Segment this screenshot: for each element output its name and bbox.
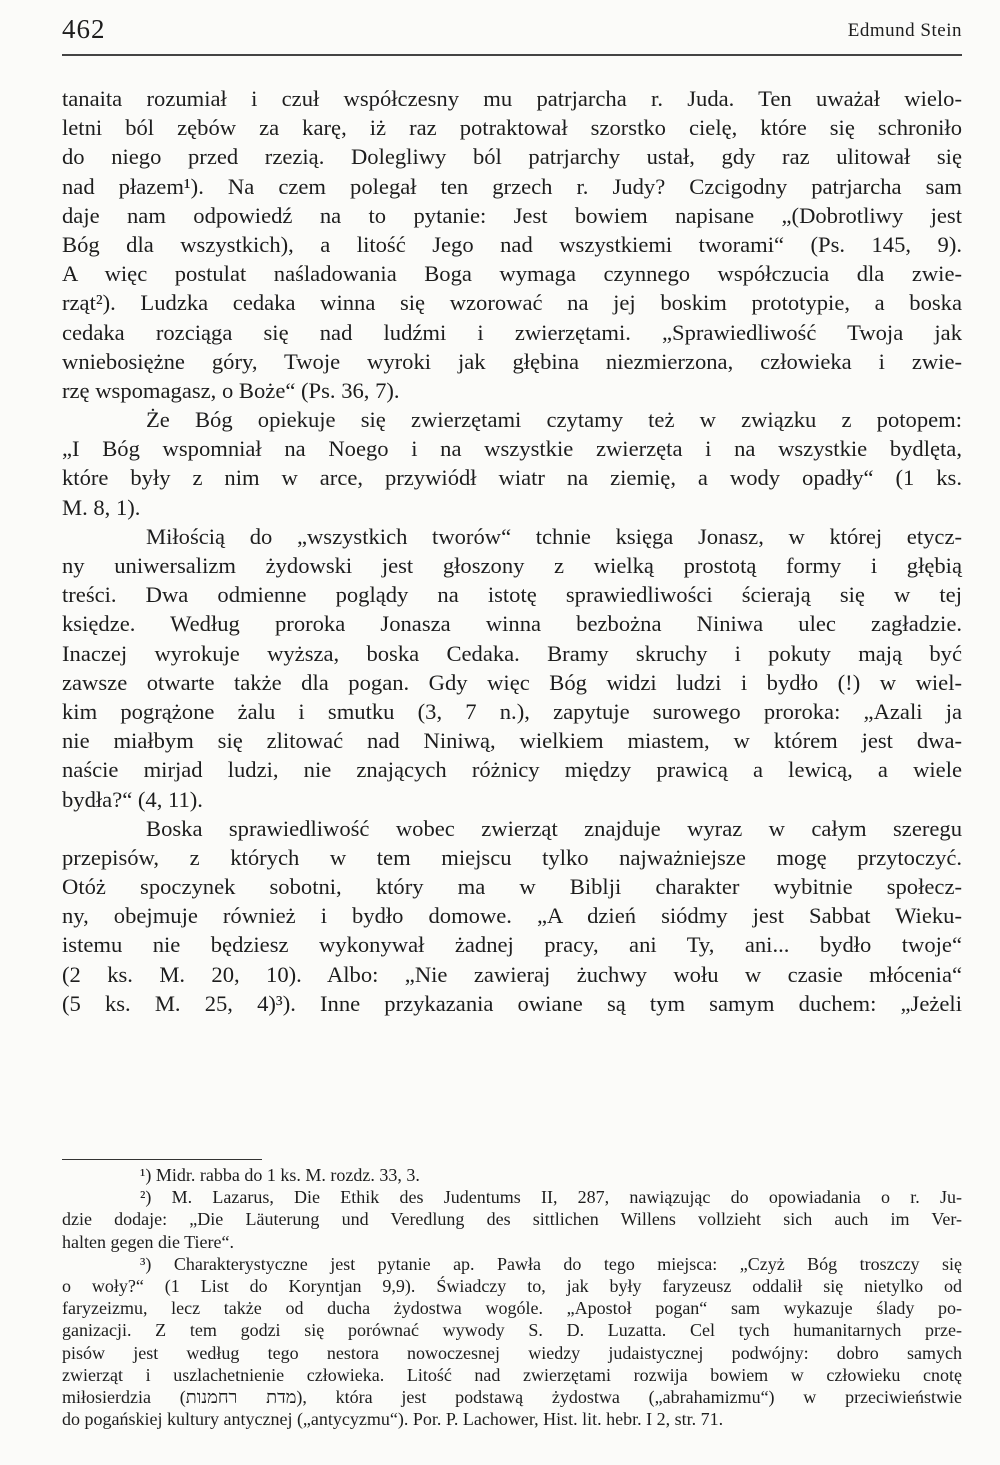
body-line: naście mirjad ludzi, nie znających różnicy między prawicą a lewicą, a wiele — [62, 757, 962, 783]
footnote-line: zwierząt i uszlachetnienie człowieka. Litość nad zwierzętami rozwija bowiem w człowieku cnotę — [62, 1364, 962, 1385]
body-line: Boska sprawiedliwość wobec zwierząt znajduje wyraz w całym szeregu — [146, 815, 962, 841]
body-line: zawsze otwarte także dla pogan. Gdy więc Bóg widzi ludzi i bydło (!) w wiel- — [62, 669, 962, 695]
footnotes — [62, 1164, 962, 1430]
footnote-rule — [62, 1159, 262, 1160]
body-line: nie miałbym się zlitować nad Niniwą, wielkiem miastem, w którem jest dwa- — [62, 728, 962, 754]
body-line: A więc postulat naśladowania Boga wymaga czynnego współczucia dla zwie- — [62, 261, 962, 287]
footnote-line: dzie dodaje: „Die Läuterung und Veredlung des sittlichen Willens vollzieht sich auch im Ver- — [62, 1209, 962, 1230]
footnote-line: pisów jest według tego nestora nowoczesnej wiedzy judaistycznej podwójny: dobro samych — [62, 1342, 962, 1363]
running-head: Edmund Stein — [847, 20, 962, 41]
body-line: które były z nim w arce, przywiódł wiatr na ziemię, a wody opadły“ (1 ks. — [62, 465, 962, 491]
body-line: treści. Dwa odmienne poglądy na istotę sprawiedliwości ścierają się w tej — [62, 582, 962, 608]
body-line: M. 8, 1). — [62, 494, 141, 520]
body-line: kim pogrążone żalu i smutku (3, 7 n.), zapytuje surowego proroka: „Azali ja — [62, 698, 962, 724]
footnote-line: o woły?“ (1 List do Koryntjan 9,9). Świadczy to, jak były faryzeusz oddalił się nietylko od — [62, 1275, 962, 1296]
body-line: Że Bóg opiekuje się zwierzętami czytamy też w związku z potopem: — [146, 407, 962, 433]
body-line: Otóż spoczynek sobotni, który ma w Biblji charakter wybitnie społecz- — [62, 874, 962, 900]
footnote-line: miłosierdzia (מדת רחמנות), która jest podstawą żydostwa („abrahamizmu“) w przeciwieństwie — [62, 1386, 963, 1407]
footnote-line: do pogańskiej kultury antycznej („antycyzmu“). Por. P. Lachower, Hist. lit. hebr. I 2, str. 71. — [62, 1409, 724, 1430]
body-line: ny, obejmuje również i bydło domowe. „A dzień siódmy jest Sabbat Wieku- — [62, 903, 962, 929]
body-line: tanaita rozumiał i czuł współczesny mu patrjarcha r. Juda. Ten uważał wielo- — [62, 86, 962, 111]
page-number: 462 — [62, 14, 106, 44]
body-line: cedaka rozciąga się nad ludźmi i zwierzętami. „Sprawiedliwość Twoja jak — [62, 319, 962, 345]
body-line: (2 ks. M. 20, 10). Albo: „Nie zawieraj żuchwy wołu w czasie młócenia“ — [62, 961, 962, 987]
footnote-line: faryzeizmu, lecz także od ducha żydostwa wogóle. „Apostoł pogan“ sam wykazuje ślady po- — [62, 1298, 962, 1319]
body-line: rzę wspomagasz, o Boże“ (Ps. 36, 7). — [62, 377, 400, 403]
header-rule — [62, 54, 962, 56]
body-line: bydła?“ (4, 11). — [62, 786, 203, 812]
body-line: wniebosiężne góry, Twoje wyroki jak głębina niezmierzona, człowieka i zwie- — [62, 348, 962, 374]
body-line: Inaczej wyrokuje wyższa, boska Cedaka. Bramy skruchy i pokuty mają być — [62, 640, 962, 666]
body-line: (5 ks. M. 25, 4)³). Inne przykazania owiane są tym samym duchem: „Jeżeli — [62, 990, 962, 1016]
footnote-line: ²) M. Lazarus, Die Ethik des Judentums II, 287, nawiązując do opowiadania o r. Ju- — [140, 1187, 962, 1208]
body-line: ny uniwersalizm żydowski jest głoszony z wielką prostotą formy i głębią — [62, 553, 962, 578]
body-line: istemu nie będziesz wykonywał żadnej pracy, ani Ty, ani... bydło twoje“ — [62, 932, 962, 958]
page-header — [62, 14, 962, 54]
body-line: nad płazem¹). Na czem polegał ten grzech r. Judy? Czcigodny patrjarcha sam — [62, 173, 962, 199]
body-line: księdze. Według proroka Jonasza winna bezbożna Niniwa ulec zagładzie. — [62, 611, 962, 637]
footnote-line: halten gegen die Tiere“. — [62, 1231, 234, 1252]
footnote-line: ¹) Midr. rabba do 1 ks. M. rozdz. 33, 3. — [140, 1165, 420, 1185]
footnote-line: ³) Charakterystyczne jest pytanie ap. Pawła do tego miejsca: „Czyż Bóg troszczy się — [140, 1253, 962, 1274]
body-line: rząt²). Ludzka cedaka winna się wzorować na jej boskim prototypie, a boska — [62, 290, 962, 316]
body-line: przepisów, z których w tem miejscu tylko najważniejsze mogę przytoczyć. — [62, 844, 962, 870]
body-line: Bóg dla wszystkich), a litość Jego nad wszystkiemi tworami“ (Ps. 145, 9). — [62, 231, 962, 257]
body-line: Miłością do „wszystkich tworów“ tchnie księga Jonasz, w której etycz- — [146, 523, 962, 549]
body-line: do niego przed rzezią. Dolegliwy ból patrjarchy ustał, gdy raz ulitował się — [62, 144, 962, 170]
body-line: daje nam odpowiedź na to pytanie: Jest bowiem napisane „(Dobrotliwy jest — [62, 202, 962, 228]
body-line: letni ból zębów za karę, iż raz potraktował szorstko cielę, które się schroniło — [62, 115, 962, 141]
body-line: „I Bóg wspomniał na Noego i na wszystkie zwierzęta i na wszystkie bydlęta, — [62, 436, 962, 462]
body-text — [62, 84, 962, 1018]
footnote-line: ganizacji. Z tem godzi się porównać wywody S. D. Luzatta. Cel tych humanitarnych prze- — [62, 1320, 962, 1341]
